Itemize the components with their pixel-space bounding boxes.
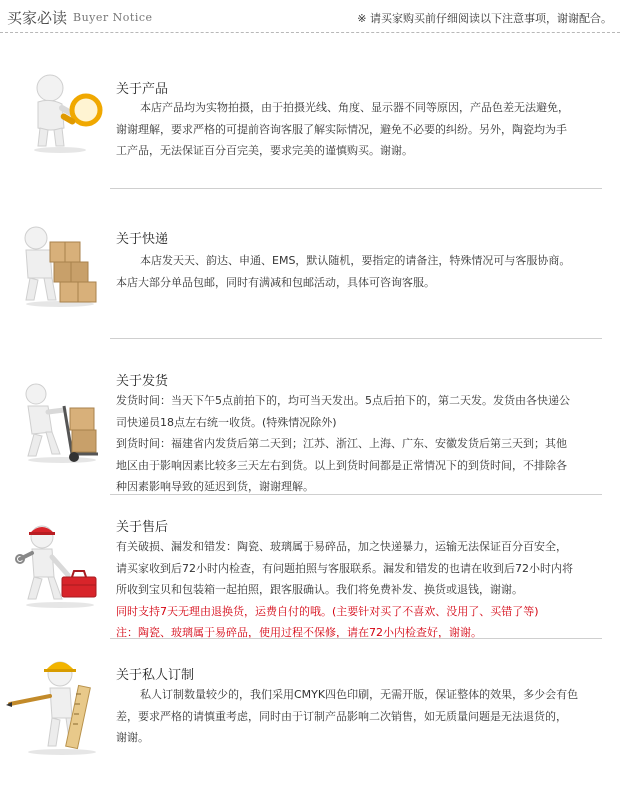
section-body <box>116 390 600 498</box>
section-body <box>116 250 600 293</box>
section-title: 关于发货 <box>116 374 169 389</box>
body-line: 所收到宝贝和包装箱一起拍照，跟客服确认。我们将免费补发、换货或退钱，谢谢。 <box>116 583 523 596</box>
section-custom-order <box>0 648 620 788</box>
section-title: 关于私人订制 <box>116 668 195 683</box>
page-subtitle: Buyer Notice <box>73 11 153 24</box>
body-line: 发货时间：当天下午5点前拍下的，均可当天发出。5点后拍下的，第二天发。发货由各快递公 <box>116 394 570 407</box>
section-divider <box>110 188 602 189</box>
worker-ruler-figure-icon <box>6 652 110 756</box>
section-body <box>116 536 600 644</box>
notice-header <box>0 0 620 34</box>
body-line: 到货时间：福建省内发货后第二天到；江苏、浙江、上海、广东、安徽发货后第三天到；其他 <box>116 437 567 450</box>
section-divider <box>110 338 602 339</box>
body-line: 差，要求严格的请慎重考虑，同时由于订制产品影响二次销售，如无质量问题是无法退货的， <box>116 709 567 723</box>
header-notice: ※ 请买家购买前仔细阅读以下注意事项，谢谢配合。 <box>357 12 612 25</box>
section-title: 关于产品 <box>116 82 169 97</box>
hand-truck-figure-icon <box>14 380 108 464</box>
body-line: 私人订制数量较少的，我们采用CMYK四色印刷，无需开版，保证整体的效果，多少会有色 <box>140 688 579 701</box>
section-body <box>116 684 600 749</box>
section-product <box>0 60 620 190</box>
body-line: 有关破损、漏发和错发：陶瓷、玻璃属于易碎品，加之快递暴力，运输无法保证百分百安全， <box>116 540 567 553</box>
section-title: 关于快递 <box>116 232 169 247</box>
warning-line: 同时支持7天无理由退换货，运费自付的哦。(主要针对买了不喜欢、没用了、买错了等) <box>116 604 539 618</box>
body-line: 本店发天天、韵达、申通、EMS，默认随机，要指定的请备注，特殊情况可与客服协商。 <box>140 254 571 267</box>
toolbox-figure-icon <box>12 519 108 609</box>
body-line: 种因素影响导致的延迟到货，谢谢理解。 <box>116 480 314 493</box>
header-divider <box>0 32 620 33</box>
section-title: 关于售后 <box>116 520 169 535</box>
carrying-boxes-figure-icon <box>14 222 108 308</box>
section-after-sales <box>0 505 620 640</box>
section-delivery <box>0 210 620 330</box>
section-divider <box>110 638 602 639</box>
body-line: 司快递员18点左右统一收货。(特殊情况除外) <box>116 415 337 429</box>
page-title: 买家必读 <box>7 9 68 27</box>
section-divider <box>110 494 602 495</box>
body-line: 谢谢理解，要求严格的可提前咨询客服了解实际情况，避免不必要的纠纷。另外，陶瓷均为手 <box>116 122 567 136</box>
warning-line: 注：陶瓷、玻璃属于易碎品，使用过程不保修，请在72小内检查好，谢谢。 <box>116 626 482 639</box>
body-line: 谢谢。 <box>116 731 149 744</box>
section-shipping <box>0 350 620 493</box>
section-body <box>116 97 600 162</box>
body-line: 工产品，无法保证百分百完美，要求完美的谨慎购买。谢谢。 <box>116 144 413 157</box>
body-line: 本店大部分单品包邮，同时有满减和包邮活动，具体可咨询客服。 <box>116 275 435 289</box>
body-line: 地区由于影响因素比较多三天左右到货。以上到货时间都是正常情况下的到货时间，不排除各 <box>116 458 567 472</box>
body-line: 本店产品均为实物拍摄，由于拍摄光线、角度、显示器不同等原因，产品色差无法避免， <box>140 101 569 114</box>
body-line: 请买家收到后72小时内检查，有问题拍照与客服联系。漏发和错发的也请在收到后72小时内将 <box>116 561 573 575</box>
magnifier-figure-icon <box>20 70 106 154</box>
